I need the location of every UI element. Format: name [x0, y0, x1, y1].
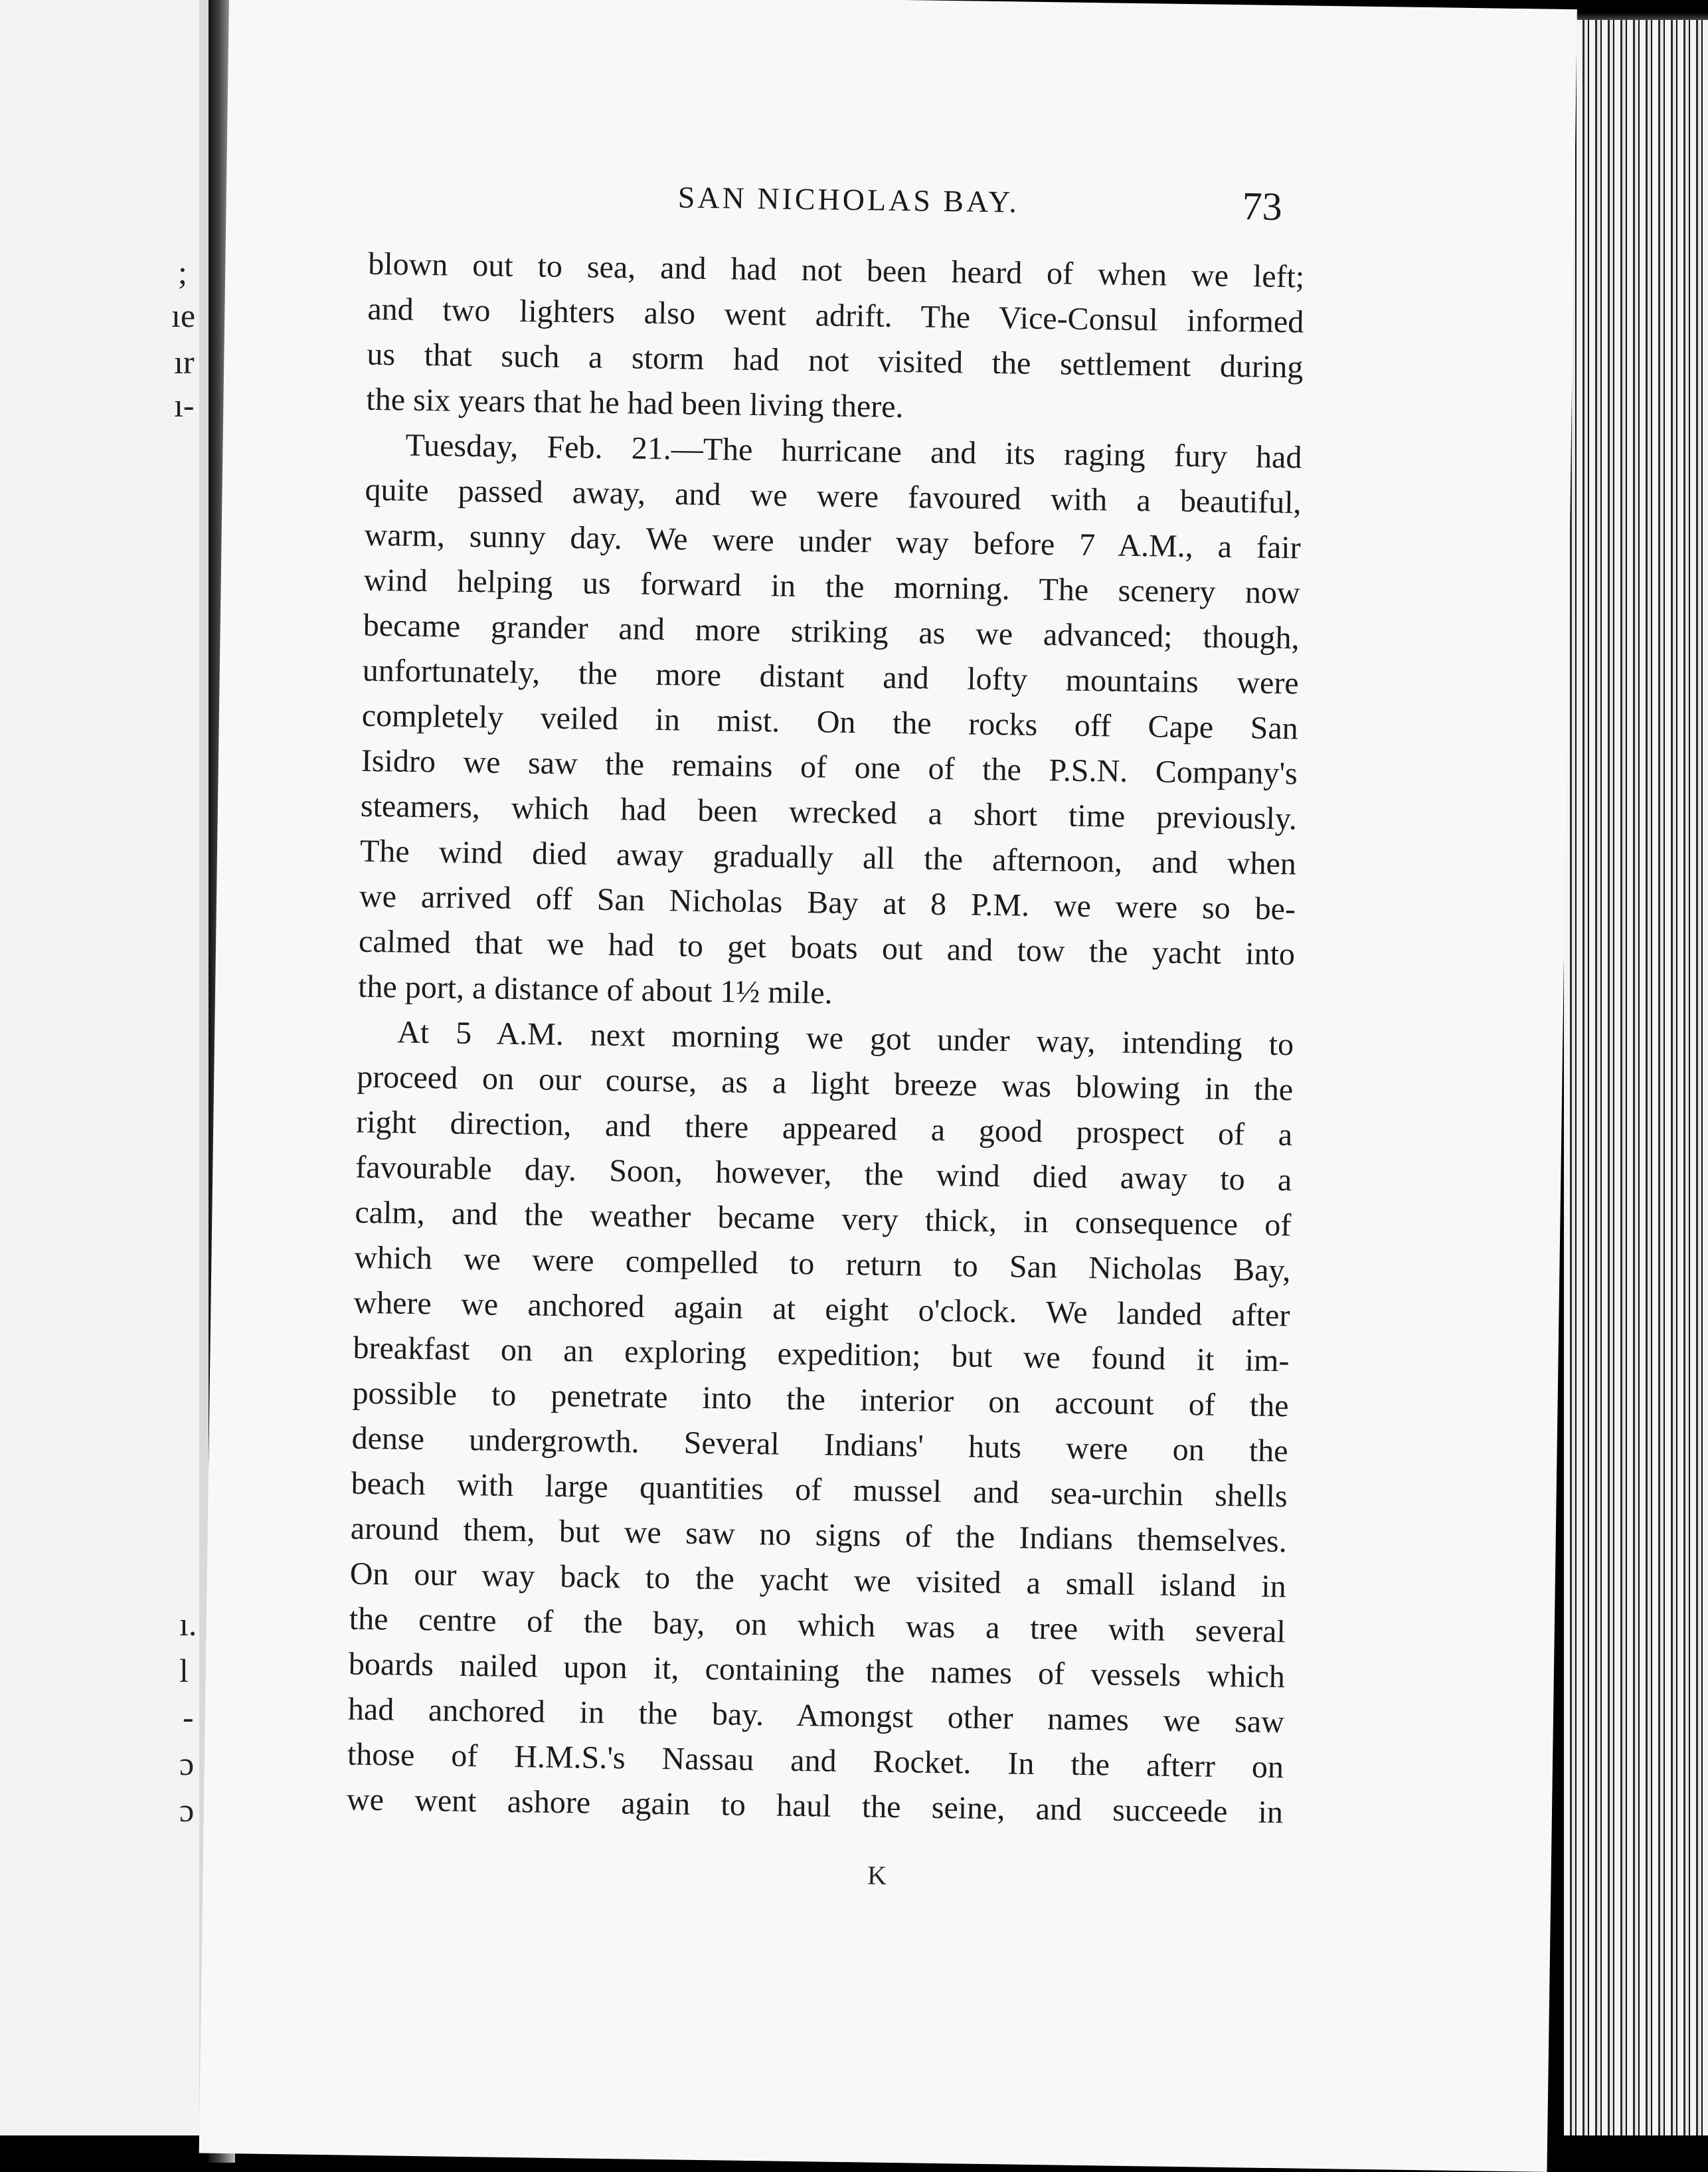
text-line: On our way back to the yacht we visited a small island in	[349, 1556, 1287, 1605]
facing-page-fragment: ır	[174, 343, 195, 381]
text-line: unfortunately, the more distant and lofty mountains were	[362, 652, 1300, 701]
facing-page-fragment: ı.	[179, 1605, 197, 1643]
facing-page-fragment: ɔ	[179, 1745, 195, 1782]
text-line: The wind died away gradually all the afternoon, and when	[359, 833, 1297, 882]
text-line: the centre of the bay, on which was a tree with several	[349, 1601, 1286, 1650]
paragraph-2	[358, 422, 1302, 1023]
book-page	[199, 0, 1577, 2172]
facing-page-fragment: ;	[178, 254, 187, 291]
text-line: favourable day. Soon, however, the wind died away to a	[355, 1149, 1292, 1198]
text-line: steamers, which had been wrecked a short time previously.	[360, 788, 1298, 837]
running-head	[226, 173, 1575, 238]
text-line: completely veiled in mist. On the rocks off Cape San	[361, 697, 1299, 747]
paragraph-3	[347, 1010, 1294, 1836]
text-line: and two lighters also went adrift. The Vice-Consul informed	[367, 291, 1304, 340]
text-line: wind helping us forward in the morning. The scenery now	[363, 562, 1300, 611]
text-line: around them, but we saw no signs of the Indians themselves.	[350, 1510, 1288, 1560]
text-line: which we were compelled to return to San Nicholas Bay,	[354, 1239, 1291, 1289]
facing-page-fragment: ı-	[174, 387, 195, 424]
text-line: we went ashore again to haul the seine, and succeede in	[346, 1781, 1284, 1831]
text-line: beach with large quantities of mussel and sea-urchin shells	[351, 1465, 1288, 1514]
facing-page	[0, 0, 209, 2135]
text-line: warm, sunny day. We were under way before 7 A.M., a fair	[364, 517, 1301, 566]
text-line: calmed that we had to get boats out and tow the yacht into	[358, 923, 1296, 972]
facing-page-fragment: ɔ	[179, 1791, 195, 1829]
text-line: we arrived off San Nicholas Bay at 8 P.M. we were so be-	[359, 878, 1296, 927]
text-line: calm, and the weather became very thick, in consequence of	[355, 1194, 1292, 1243]
signature-mark: K	[867, 1860, 887, 1890]
text-line: Isidro we saw the remains of one of the P.S.N. Company's	[361, 743, 1298, 792]
text-line: had anchored in the bay. Amongst other names we saw	[347, 1691, 1285, 1740]
page-header-title: SAN NICHOLAS BAY.	[677, 180, 1020, 219]
text-line: the six years that he had been living there.	[366, 381, 904, 425]
facing-page-fragment: l	[179, 1652, 189, 1689]
text-line: became grander and more striking as we advanced; though,	[363, 607, 1300, 656]
facing-page-fragment: -	[183, 1698, 194, 1736]
body-text	[347, 242, 1305, 1835]
text-line: blown out to sea, and had not been heard of when we left;	[368, 246, 1305, 295]
page-number: 73	[1242, 184, 1283, 228]
text-line: the port, a distance of about 1½ mile.	[357, 968, 833, 1011]
text-line: quite passed away, and we were favoured with a beautiful,	[365, 472, 1302, 521]
text-line: proceed on our course, as a light breeze was blowing in the	[356, 1059, 1294, 1108]
text-line: right direction, and there appeared a good prospect of a	[355, 1104, 1293, 1153]
text-line: breakfast on an exploring expedition; but we found it im-	[353, 1330, 1290, 1379]
text-line: us that such a storm had not visited the settlement during	[367, 336, 1304, 385]
text-line: boards nailed upon it, containing the names of vessels which	[348, 1646, 1286, 1695]
text-line: At 5 A.M. next morning we got under way, intending to	[396, 1014, 1294, 1063]
paragraph-1	[366, 242, 1305, 436]
page-edges	[1564, 20, 1708, 2163]
text-line: possible to penetrate into the interior on account of the	[352, 1375, 1289, 1424]
text-line: dense undergrowth. Several Indians' huts were on the	[351, 1420, 1288, 1469]
text-line: Tuesday, Feb. 21.—The hurricane and its raging fury had	[405, 427, 1302, 476]
text-line: those of H.M.S.'s Nassau and Rocket. In the afterr on	[347, 1736, 1284, 1785]
facing-page-fragment: ıe	[171, 297, 196, 334]
text-line: where we anchored again at eight o'clock. We landed after	[353, 1285, 1290, 1334]
